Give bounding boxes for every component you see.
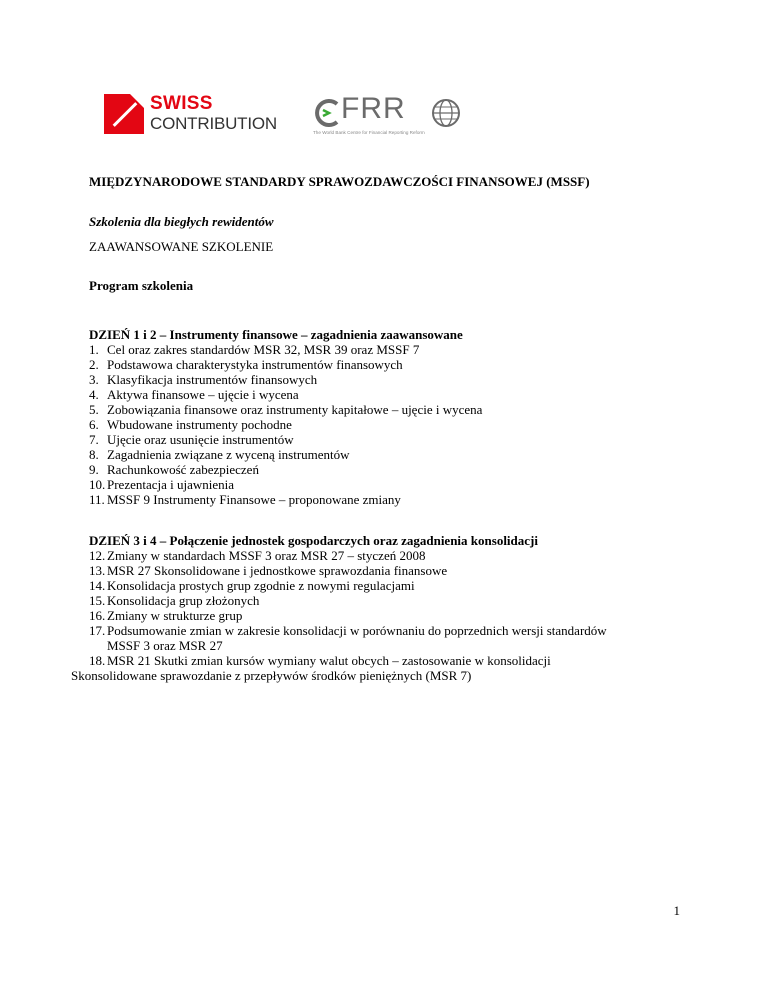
program-heading: Program szkolenia <box>89 278 194 293</box>
list-item: 2. Podstawowa charakterystyka instrumentów finansowych <box>89 357 403 372</box>
cfrr-c-icon <box>313 98 341 128</box>
list-item: 16. Zmiany w strukturze grup <box>89 608 243 623</box>
list-item: 15. Konsolidacja grup złożonych <box>89 593 260 608</box>
list-item: 10. Prezentacja i ujawnienia <box>89 477 235 492</box>
list-item: 1. Cel oraz zakres standardów MSR 32, MSR 39 oraz MSSF 7 <box>89 342 420 357</box>
document-title: MIĘDZYNARODOWE STANDARDY SPRAWOZDAWCZOŚCI FINANSOWEJ (MSSF) <box>89 174 590 189</box>
list-item: 8. Zagadnienia związane z wyceną instrumentów <box>89 447 350 462</box>
list-item: 9. Rachunkowość zabezpieczeń <box>89 462 259 477</box>
list-item: 4. Aktywa finansowe – ujęcie i wycena <box>89 387 299 402</box>
day3-heading: DZIEŃ 3 i 4 – Połączenie jednostek gospodarczych oraz zagadnienia konsolidacji <box>89 533 538 548</box>
document-subtitle: Szkolenia dla biegłych rewidentów <box>89 214 274 229</box>
swiss-logo-line2: CONTRIBUTION <box>150 114 277 133</box>
list-item: 14. Konsolidacja prostych grup zgodnie z nowymi regulacjami <box>89 578 415 593</box>
cfrr-logo-text: FRR <box>341 92 406 125</box>
list-item: 6. Wbudowane instrumenty pochodne <box>89 417 292 432</box>
cfrr-logo <box>313 92 463 140</box>
trailing-line: Skonsolidowane sprawozdanie z przepływów środków pieniężnych (MSR 7) <box>71 668 472 683</box>
cfrr-tagline: The World Bank Centre for Financial Reporting Reform <box>313 130 425 135</box>
list-item: 7. Ujęcie oraz usunięcie instrumentów <box>89 432 294 447</box>
list-item: 11. MSSF 9 Instrumenty Finansowe – proponowane zmiany <box>89 492 401 507</box>
swiss-cross-icon <box>104 94 144 134</box>
list-item: 3. Klasyfikacja instrumentów finansowych <box>89 372 318 387</box>
globe-icon <box>431 98 461 128</box>
training-level: ZAAWANSOWANE SZKOLENIE <box>89 239 274 254</box>
list-item: 13. MSR 27 Skonsolidowane i jednostkowe sprawozdania finansowe <box>89 563 448 578</box>
day1-list <box>89 342 482 507</box>
day1-heading: DZIEŃ 1 i 2 – Instrumenty finansowe – zagadnienia zaawansowane <box>89 327 463 342</box>
list-item: 5. Zobowiązania finansowe oraz instrumenty kapitałowe – ujęcie i wycena <box>89 402 483 417</box>
list-item: 12. Zmiany w standardach MSSF 3 oraz MSR 27 – styczeń 2008 <box>89 548 426 563</box>
day3-list <box>89 548 607 668</box>
swiss-contribution-logo <box>104 94 286 134</box>
list-item: 18. MSR 21 Skutki zmian kursów wymiany walut obcych – zastosowanie w konsolidacji <box>89 653 551 668</box>
swiss-logo-line1: SWISS <box>150 93 213 114</box>
list-item: 17. Podsumowanie zmian w zakresie konsolidacji w porównaniu do poprzednich wersji standardów MSSF 3 oraz MSR 27 <box>89 623 607 653</box>
page-number: 1 <box>673 903 680 918</box>
